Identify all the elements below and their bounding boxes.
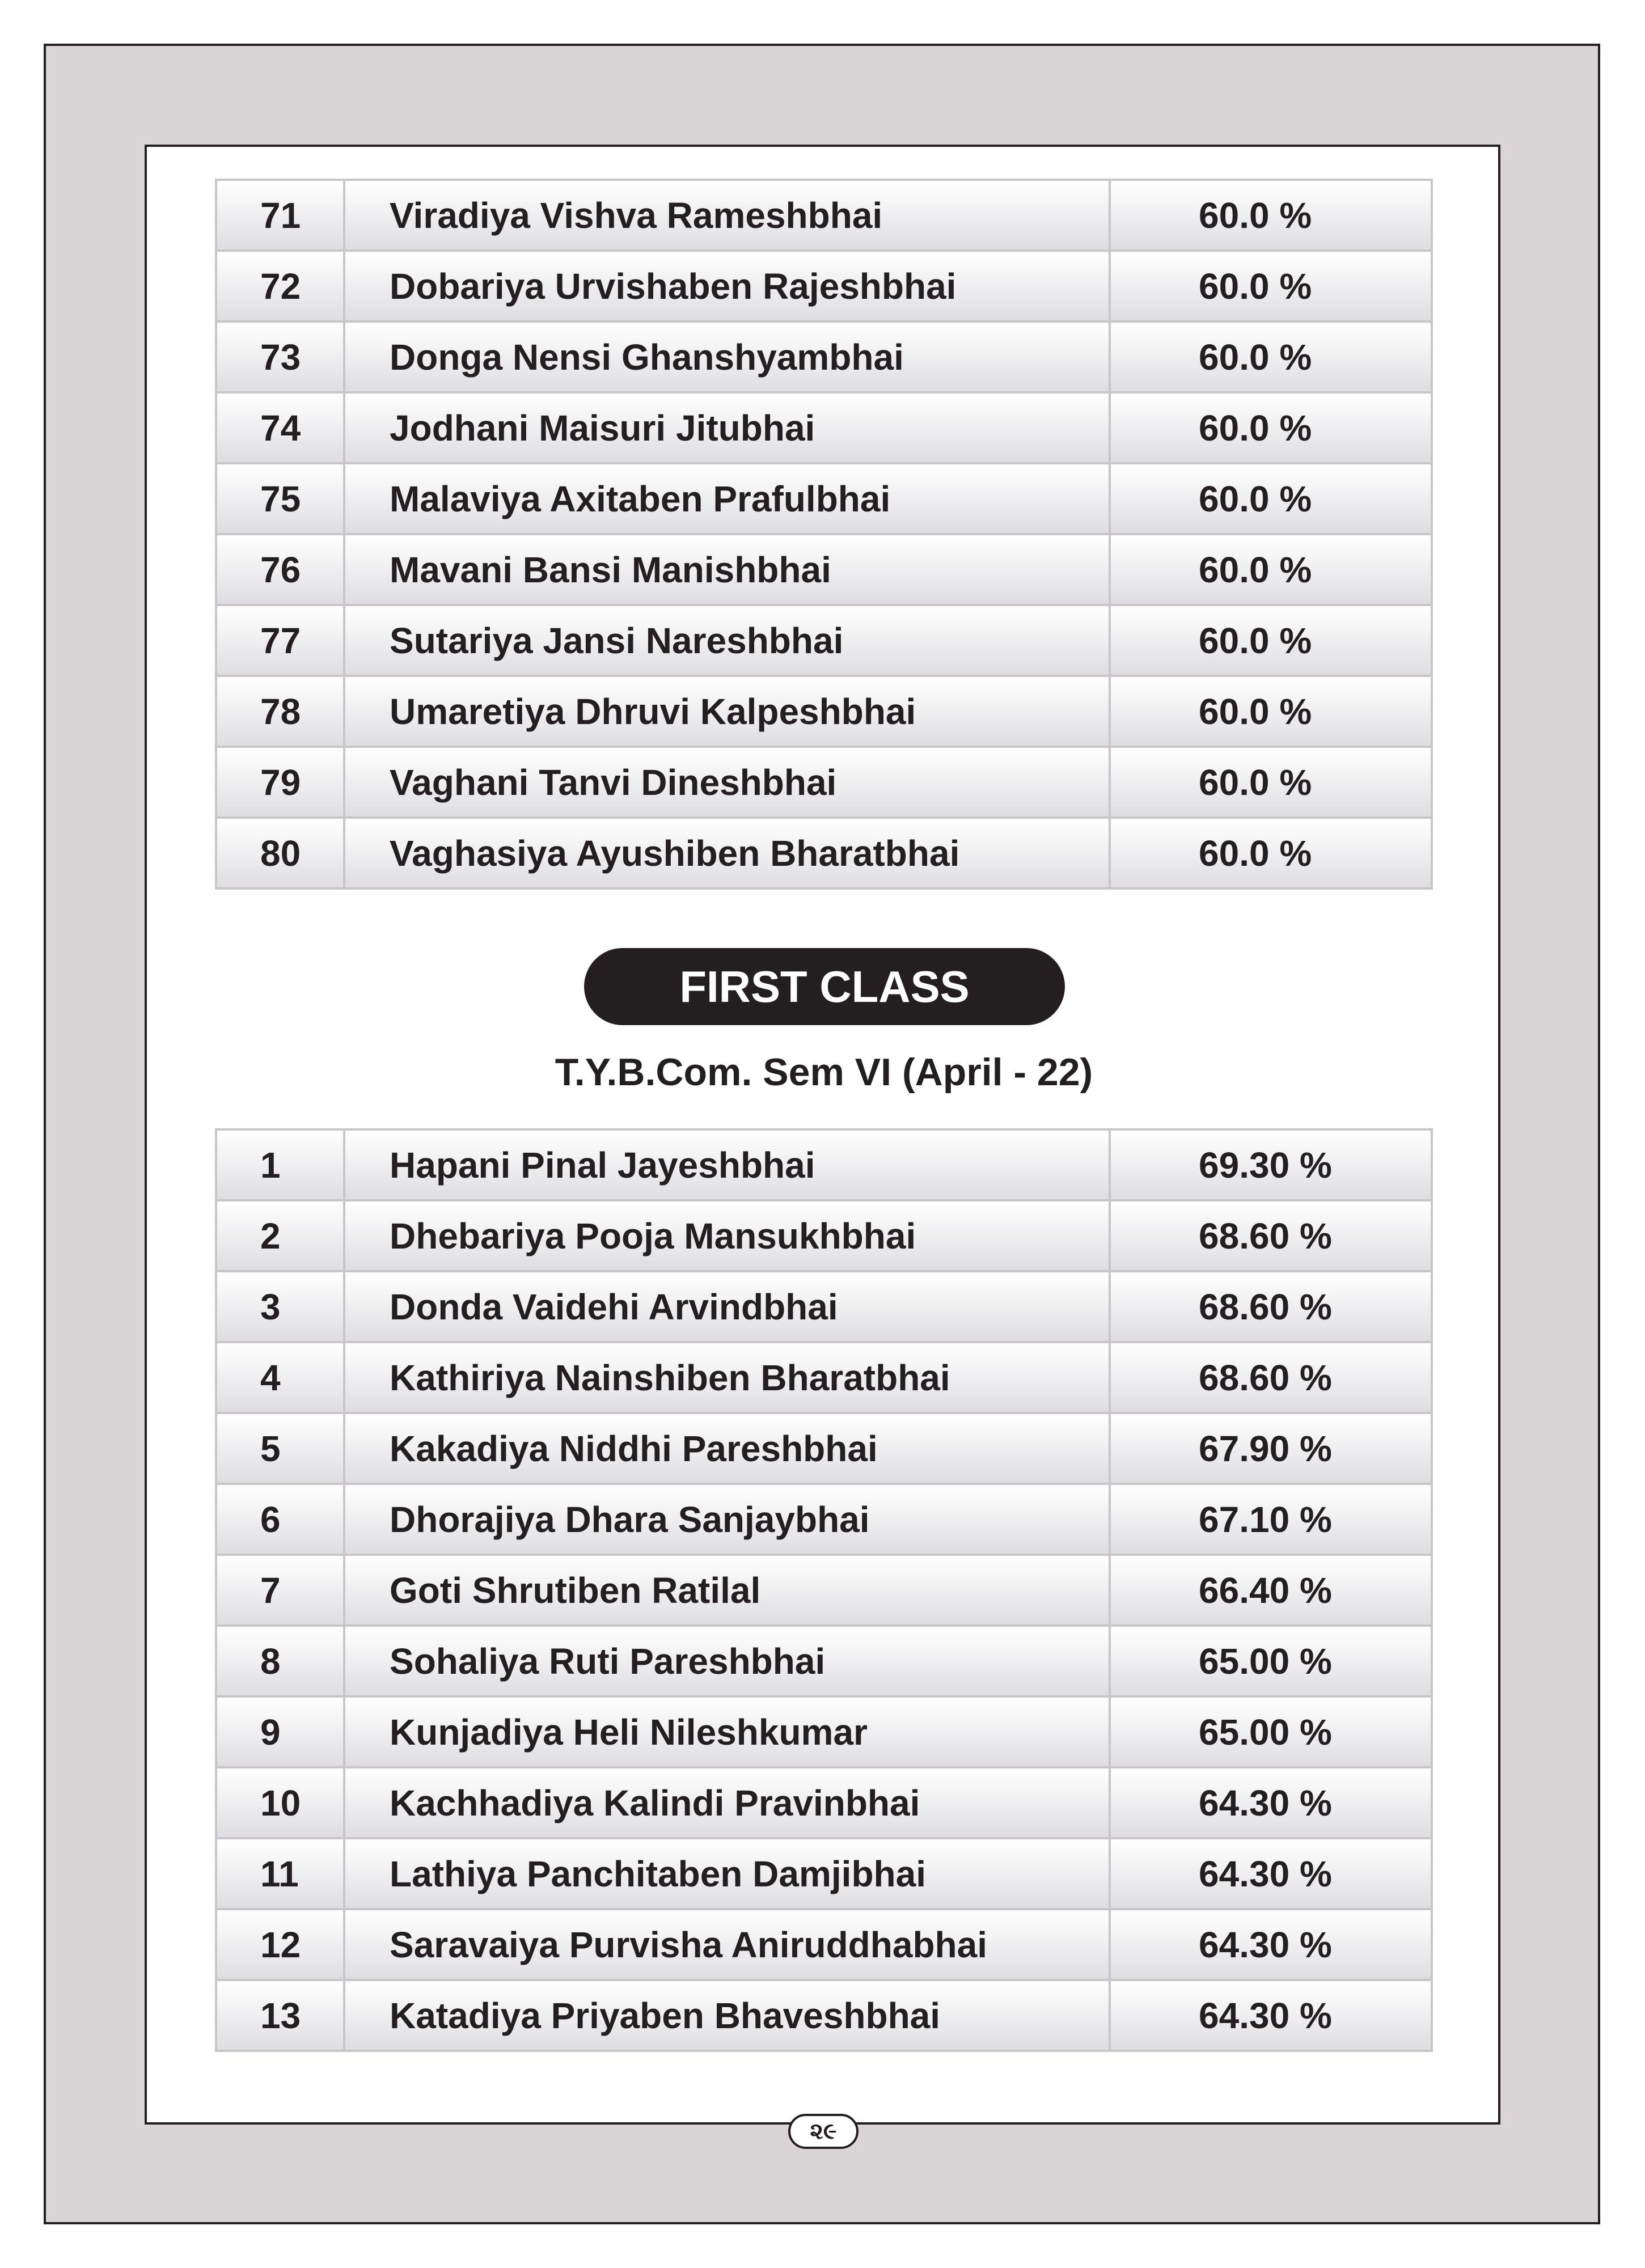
table-row bbox=[216, 1767, 1432, 1838]
percentage: 64.30 % bbox=[1110, 1838, 1432, 1909]
student-name: Sutariya Jansi Nareshbhai bbox=[344, 605, 1110, 676]
student-name: Mavani Bansi Manishbhai bbox=[344, 534, 1110, 605]
percentage: 67.90 % bbox=[1110, 1413, 1432, 1484]
row-number: 74 bbox=[216, 392, 344, 463]
row-number: 3 bbox=[216, 1271, 344, 1342]
table-row bbox=[216, 1909, 1432, 1980]
row-number: 9 bbox=[216, 1696, 344, 1767]
percentage: 60.0 % bbox=[1110, 180, 1432, 251]
table-row bbox=[216, 1342, 1432, 1413]
student-name: Donga Nensi Ghanshyambhai bbox=[344, 321, 1110, 392]
row-number: 75 bbox=[216, 463, 344, 534]
percentage: 68.60 % bbox=[1110, 1271, 1432, 1342]
row-number: 71 bbox=[216, 180, 344, 251]
row-number: 7 bbox=[216, 1555, 344, 1626]
row-number: 79 bbox=[216, 747, 344, 818]
table-row bbox=[216, 534, 1432, 605]
percentage: 60.0 % bbox=[1110, 392, 1432, 463]
row-number: 13 bbox=[216, 1980, 344, 2051]
table-row bbox=[216, 180, 1432, 251]
table-row bbox=[216, 1200, 1432, 1271]
table-row bbox=[216, 1555, 1432, 1626]
student-name: Kakadiya Niddhi Pareshbhai bbox=[344, 1413, 1110, 1484]
percentage: 66.40 % bbox=[1110, 1555, 1432, 1626]
table-row bbox=[216, 321, 1432, 392]
percentage: 60.0 % bbox=[1110, 676, 1432, 747]
results-table-first-class-body bbox=[216, 1129, 1432, 2051]
row-number: 1 bbox=[216, 1129, 344, 1200]
student-name: Sohaliya Ruti Pareshbhai bbox=[344, 1626, 1110, 1696]
percentage: 64.30 % bbox=[1110, 1980, 1432, 2051]
table-row bbox=[216, 1696, 1432, 1767]
results-table-first-class bbox=[215, 1128, 1433, 2052]
student-name: Lathiya Panchitaben Damjibhai bbox=[344, 1838, 1110, 1909]
student-name: Saravaiya Purvisha Aniruddhabhai bbox=[344, 1909, 1110, 1980]
section-subtitle: T.Y.B.Com. Sem VI (April - 22) bbox=[555, 1051, 1093, 1094]
table-row bbox=[216, 392, 1432, 463]
percentage: 68.60 % bbox=[1110, 1342, 1432, 1413]
row-number: 10 bbox=[216, 1767, 344, 1838]
table-row bbox=[216, 463, 1432, 534]
table-row bbox=[216, 1271, 1432, 1342]
student-name: Vaghasiya Ayushiben Bharatbhai bbox=[344, 818, 1110, 888]
row-number: 5 bbox=[216, 1413, 344, 1484]
percentage: 60.0 % bbox=[1110, 818, 1432, 888]
results-table-top-body bbox=[216, 180, 1432, 888]
student-name: Hapani Pinal Jayeshbhai bbox=[344, 1129, 1110, 1200]
row-number: 77 bbox=[216, 605, 344, 676]
student-name: Dobariya Urvishaben Rajeshbhai bbox=[344, 251, 1110, 321]
student-name: Vaghani Tanvi Dineshbhai bbox=[344, 747, 1110, 818]
student-name: Viradiya Vishva Rameshbhai bbox=[344, 180, 1110, 251]
percentage: 64.30 % bbox=[1110, 1909, 1432, 1980]
student-name: Umaretiya Dhruvi Kalpeshbhai bbox=[344, 676, 1110, 747]
row-number: 78 bbox=[216, 676, 344, 747]
percentage: 64.30 % bbox=[1110, 1767, 1432, 1838]
percentage: 68.60 % bbox=[1110, 1200, 1432, 1271]
row-number: 76 bbox=[216, 534, 344, 605]
percentage: 60.0 % bbox=[1110, 321, 1432, 392]
row-number: 4 bbox=[216, 1342, 344, 1413]
table-row bbox=[216, 676, 1432, 747]
percentage: 65.00 % bbox=[1110, 1696, 1432, 1767]
row-number: 73 bbox=[216, 321, 344, 392]
table-row bbox=[216, 1129, 1432, 1200]
student-name: Kathiriya Nainshiben Bharatbhai bbox=[344, 1342, 1110, 1413]
row-number: 6 bbox=[216, 1484, 344, 1555]
percentage: 65.00 % bbox=[1110, 1626, 1432, 1696]
student-name: Kachhadiya Kalindi Pravinbhai bbox=[344, 1767, 1110, 1838]
table-row bbox=[216, 747, 1432, 818]
table-row bbox=[216, 1413, 1432, 1484]
percentage: 60.0 % bbox=[1110, 463, 1432, 534]
student-name: Malaviya Axitaben Prafulbhai bbox=[344, 463, 1110, 534]
student-name: Donda Vaidehi Arvindbhai bbox=[344, 1271, 1110, 1342]
table-row bbox=[216, 818, 1432, 888]
student-name: Jodhani Maisuri Jitubhai bbox=[344, 392, 1110, 463]
results-table-top bbox=[215, 179, 1433, 890]
table-row bbox=[216, 251, 1432, 321]
section-badge-first-class: FIRST CLASS bbox=[584, 948, 1065, 1025]
table-row bbox=[216, 1980, 1432, 2051]
row-number: 2 bbox=[216, 1200, 344, 1271]
row-number: 72 bbox=[216, 251, 344, 321]
percentage: 60.0 % bbox=[1110, 605, 1432, 676]
table-row bbox=[216, 605, 1432, 676]
row-number: 80 bbox=[216, 818, 344, 888]
row-number: 11 bbox=[216, 1838, 344, 1909]
table-row bbox=[216, 1838, 1432, 1909]
percentage: 60.0 % bbox=[1110, 747, 1432, 818]
student-name: Dhorajiya Dhara Sanjaybhai bbox=[344, 1484, 1110, 1555]
student-name: Kunjadiya Heli Nileshkumar bbox=[344, 1696, 1110, 1767]
student-name: Goti Shrutiben Ratilal bbox=[344, 1555, 1110, 1626]
row-number: 8 bbox=[216, 1626, 344, 1696]
student-name: Dhebariya Pooja Mansukhbhai bbox=[344, 1200, 1110, 1271]
table-row bbox=[216, 1484, 1432, 1555]
percentage: 60.0 % bbox=[1110, 534, 1432, 605]
student-name: Katadiya Priyaben Bhaveshbhai bbox=[344, 1980, 1110, 2051]
percentage: 69.30 % bbox=[1110, 1129, 1432, 1200]
page-number: ૨૯ bbox=[788, 2114, 859, 2149]
table-row bbox=[216, 1626, 1432, 1696]
percentage: 67.10 % bbox=[1110, 1484, 1432, 1555]
row-number: 12 bbox=[216, 1909, 344, 1980]
percentage: 60.0 % bbox=[1110, 251, 1432, 321]
